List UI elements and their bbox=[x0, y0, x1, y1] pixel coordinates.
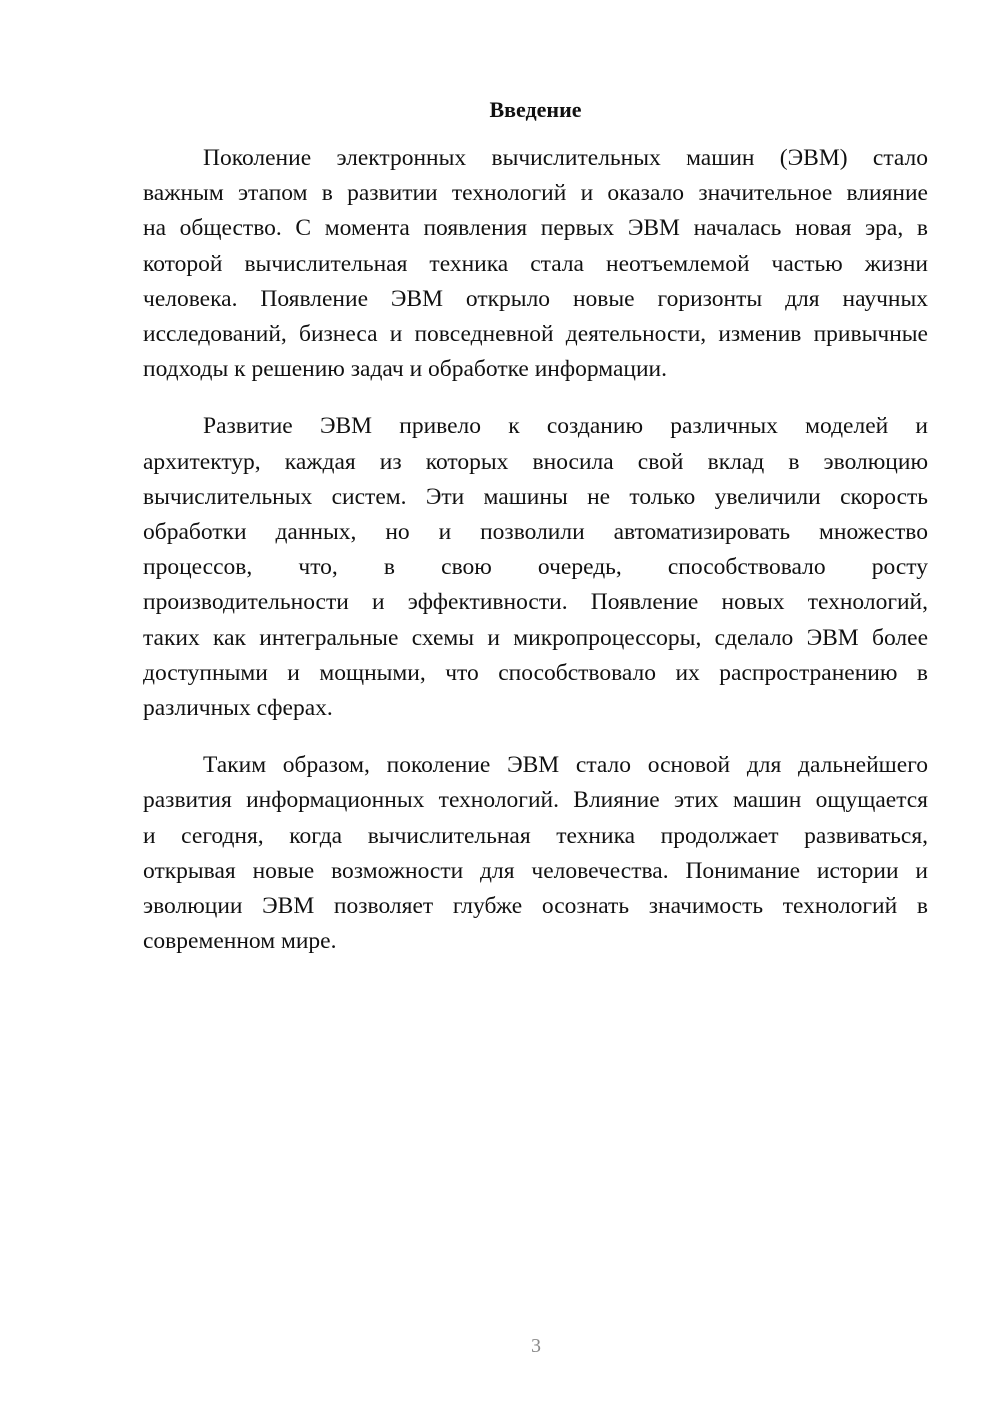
text-line: на общество. С момента появления первых ЭВМ началась новая эра, в bbox=[143, 215, 928, 242]
text-line: таких как интегральные схемы и микропроцессоры, сделало ЭВМ более bbox=[143, 624, 928, 651]
text-line: производительности и эффективности. Появление новых технологий, bbox=[143, 589, 928, 616]
text-line: Поколение электронных вычислительных машин (ЭВМ) стало bbox=[203, 145, 928, 171]
text-line: доступными и мощными, что способствовало их распространению в bbox=[143, 659, 928, 686]
page-title: Введение bbox=[489, 97, 582, 122]
text-line: вычислительных систем. Эти машины не только увеличили скорость bbox=[143, 483, 928, 510]
text-line: развития информационных технологий. Влияние этих машин ощущается bbox=[143, 787, 928, 814]
text-line: которой вычислительная техника стала неотъемлемой частью жизни bbox=[143, 250, 928, 277]
text-line: исследований, бизнеса и повседневной деятельности, изменив привычные bbox=[143, 321, 928, 348]
text-line: процессов, что, в свою очередь, способствовало росту bbox=[143, 554, 928, 581]
body-text bbox=[143, 141, 928, 981]
text-line: Развитие ЭВМ привело к созданию различных моделей и bbox=[203, 413, 928, 440]
text-line: архитектур, каждая из которых вносила свой вклад в эволюцию bbox=[143, 448, 928, 475]
text-line: важным этапом в развитии технологий и оказало значительное влияние bbox=[143, 180, 928, 207]
text-line: эволюции ЭВМ позволяет глубже осознать значимость технологий в bbox=[143, 893, 928, 920]
page-number: 3 bbox=[531, 1335, 541, 1357]
text-line: Таким образом, поколение ЭВМ стало основой для дальнейшего bbox=[203, 752, 928, 779]
paragraph-2 bbox=[143, 409, 928, 726]
paragraph-1 bbox=[143, 141, 928, 387]
text-line: подходы к решению задач и обработке информации. bbox=[143, 356, 667, 383]
text-line: человека. Появление ЭВМ открыло новые горизонты для научных bbox=[143, 285, 928, 312]
text-line: обработки данных, но и позволили автоматизировать множество bbox=[143, 519, 928, 546]
paragraph-3 bbox=[143, 748, 928, 959]
text-line: открывая новые возможности для человечества. Понимание истории и bbox=[143, 857, 928, 884]
text-line: современном мире. bbox=[143, 928, 337, 955]
text-line: и сегодня, когда вычислительная техника продолжает развиваться, bbox=[143, 822, 928, 849]
text-line: различных сферах. bbox=[143, 695, 333, 722]
